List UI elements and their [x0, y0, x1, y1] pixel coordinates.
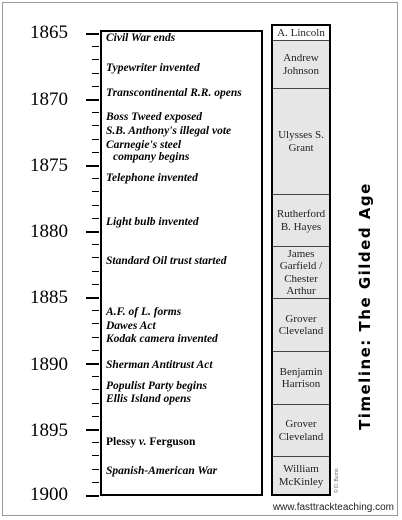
minor-tick [92, 59, 99, 60]
major-tick [86, 429, 99, 431]
minor-tick [92, 73, 99, 74]
year-axis [0, 0, 92, 520]
footer-url: www.fasttrackteaching.com [272, 502, 394, 513]
president-cell [273, 41, 329, 89]
major-tick [86, 363, 99, 365]
minor-tick [92, 350, 99, 351]
minor-tick [92, 416, 99, 417]
minor-tick [92, 205, 99, 206]
minor-tick [92, 271, 99, 272]
minor-tick [92, 337, 99, 338]
minor-tick [92, 218, 99, 219]
major-tick [86, 99, 99, 101]
year-label: 1885 [30, 287, 68, 308]
president-cell [273, 457, 329, 494]
minor-tick [92, 125, 99, 126]
minor-tick [92, 86, 99, 87]
president-cell [273, 299, 329, 352]
president-line: Cleveland [278, 430, 324, 443]
minor-tick [92, 323, 99, 324]
event-light-bulb: Light bulb invented [106, 216, 199, 228]
event-spanish-american-war: Spanish-American War [106, 465, 218, 477]
minor-tick [92, 152, 99, 153]
presidents-column [271, 24, 331, 496]
minor-tick [92, 112, 99, 113]
president-line: A. Lincoln [277, 26, 325, 39]
minor-tick [92, 257, 99, 258]
president-line: Ulysses S. [278, 129, 324, 141]
year-label: 1870 [30, 89, 68, 110]
president-line: Harrison [281, 378, 321, 390]
minor-tick [92, 482, 99, 483]
major-tick [86, 297, 99, 299]
event-transcontinental-rr: Transcontinental R.R. opens [106, 87, 242, 99]
minor-tick [92, 376, 99, 377]
event-telephone: Telephone invented [106, 172, 198, 184]
president-line: James [287, 247, 315, 260]
major-tick [86, 495, 99, 497]
president-line: Rutherford [276, 208, 326, 220]
year-label: 1865 [30, 22, 68, 43]
event-standard-oil: Standard Oil trust started [106, 255, 227, 267]
president-line: Benjamin [279, 365, 323, 378]
year-label: 1895 [30, 420, 68, 441]
president-cell [273, 352, 329, 405]
minor-tick [92, 191, 99, 192]
minor-tick [92, 403, 99, 404]
event-carnegie-steel-1: Carnegie's steel [106, 139, 182, 151]
event-anthony-vote: S.B. Anthony's illegal vote [106, 125, 232, 137]
president-cell [273, 247, 329, 299]
president-line: Grover [285, 418, 317, 430]
president-cell [273, 89, 329, 195]
year-label: 1900 [30, 484, 68, 505]
minor-tick [92, 455, 99, 456]
event-typewriter: Typewriter invented [106, 62, 200, 74]
president-line: Grover [285, 312, 317, 325]
event-carnegie-steel-2: company begins [113, 151, 190, 163]
president-line: Cleveland [278, 325, 324, 337]
event-plessy-ferguson [106, 436, 266, 449]
minor-tick [92, 178, 99, 179]
minor-tick [92, 284, 99, 285]
president-line: Arthur [286, 285, 316, 297]
president-line: Johnson [282, 64, 320, 77]
event-populist-party: Populist Party begins [106, 380, 207, 392]
side-title: Timeline: The Gilded Age [356, 182, 374, 430]
minor-tick [92, 244, 99, 245]
president-cell [273, 26, 329, 41]
major-tick [86, 231, 99, 233]
minor-tick [92, 469, 99, 470]
minor-tick [92, 310, 99, 311]
president-cell [273, 405, 329, 457]
event-ellis-island: Ellis Island opens [106, 393, 191, 405]
year-label: 1880 [30, 221, 68, 242]
minor-tick [92, 442, 99, 443]
minor-tick [92, 46, 99, 47]
plessy-text: Plessy [106, 436, 137, 448]
event-afl-forms: A.F. of L. forms [106, 306, 182, 318]
minor-tick [92, 389, 99, 390]
president-line: William [283, 463, 319, 475]
president-line: Garfield / [279, 260, 323, 272]
plessy-v: v. [138, 436, 147, 448]
event-dawes-act: Dawes Act [106, 320, 156, 332]
president-line: Chester [284, 272, 318, 285]
copyright-note: © D. Burns [334, 468, 340, 493]
event-boss-tweed: Boss Tweed exposed [106, 111, 203, 123]
event-sherman-act: Sherman Antitrust Act [106, 359, 213, 371]
event-kodak: Kodak camera invented [106, 333, 218, 345]
year-label: 1875 [30, 155, 68, 176]
minor-tick [92, 139, 99, 140]
president-cell [273, 195, 329, 247]
year-label: 1890 [30, 354, 68, 375]
president-line: Grant [288, 141, 314, 154]
president-line: B. Hayes [280, 220, 322, 233]
plessy-after: Ferguson [146, 436, 196, 448]
president-line: McKinley [278, 475, 324, 488]
president-line: Andrew [283, 52, 319, 64]
major-tick [86, 165, 99, 167]
major-tick [86, 33, 99, 35]
event-civil-war-ends: Civil War ends [106, 32, 176, 44]
